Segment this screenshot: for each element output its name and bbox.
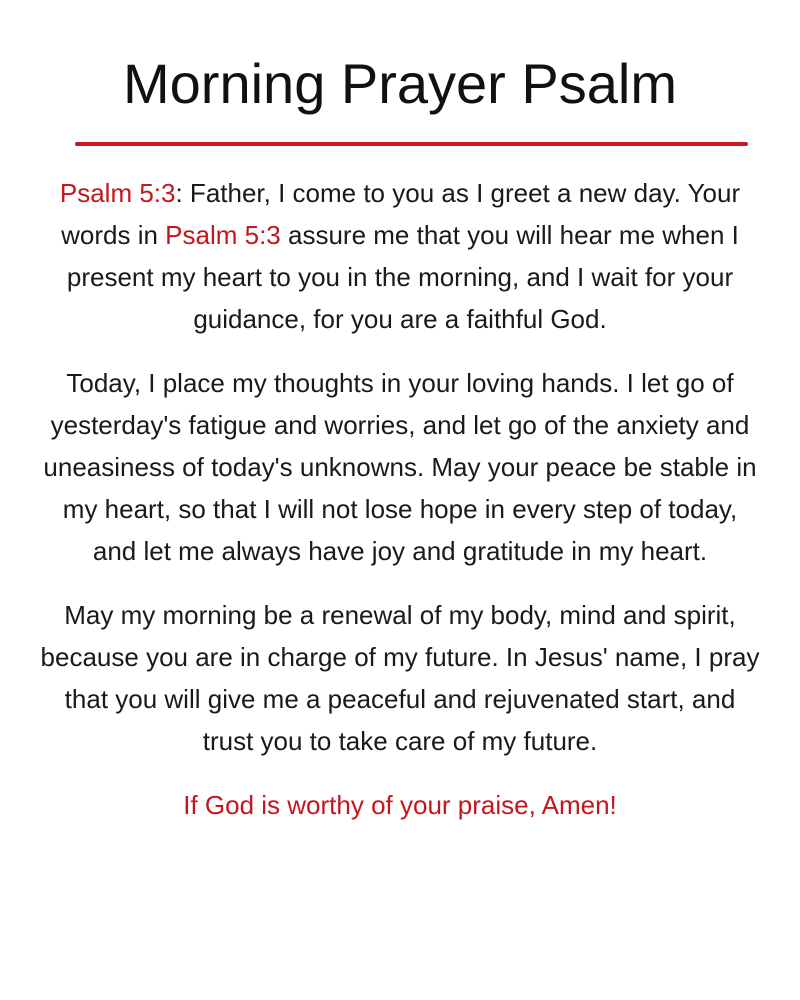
closing-line: If God is worthy of your praise, Amen! (183, 790, 617, 820)
scripture-reference: Psalm 5:3 (59, 178, 176, 208)
prayer-body (40, 172, 760, 826)
paragraph-2: Today, I place my thoughts in your loving hands. I let go of yesterday's fatigue and worries, and let go of the anxiety and uneasiness of today's unknowns. May your peace be stable in my heart, so that I will not lose hope in every step of today, and let me always have joy and gratitude in my heart. (43, 368, 757, 566)
paragraph-1 (40, 172, 760, 340)
paragraph-1-text-a: : Father, I come to you as I greet a new day. Your words in (61, 178, 741, 250)
paragraph-3: May my morning be a renewal of my body, mind and spirit, because you are in charge of my future. In Jesus' name, I pray that you will give me a peaceful and rejuvenated start, and trust you to take care of my future. (40, 600, 760, 756)
scripture-reference: Psalm 5:3 (165, 220, 281, 250)
page-title: Morning Prayer Psalm (123, 52, 677, 115)
paragraph-1-text-b: assure me that you will hear me when I present my heart to you in the morning, and I wait for your guidance, for you are a faithful God. (66, 220, 739, 334)
title-divider (75, 142, 748, 146)
